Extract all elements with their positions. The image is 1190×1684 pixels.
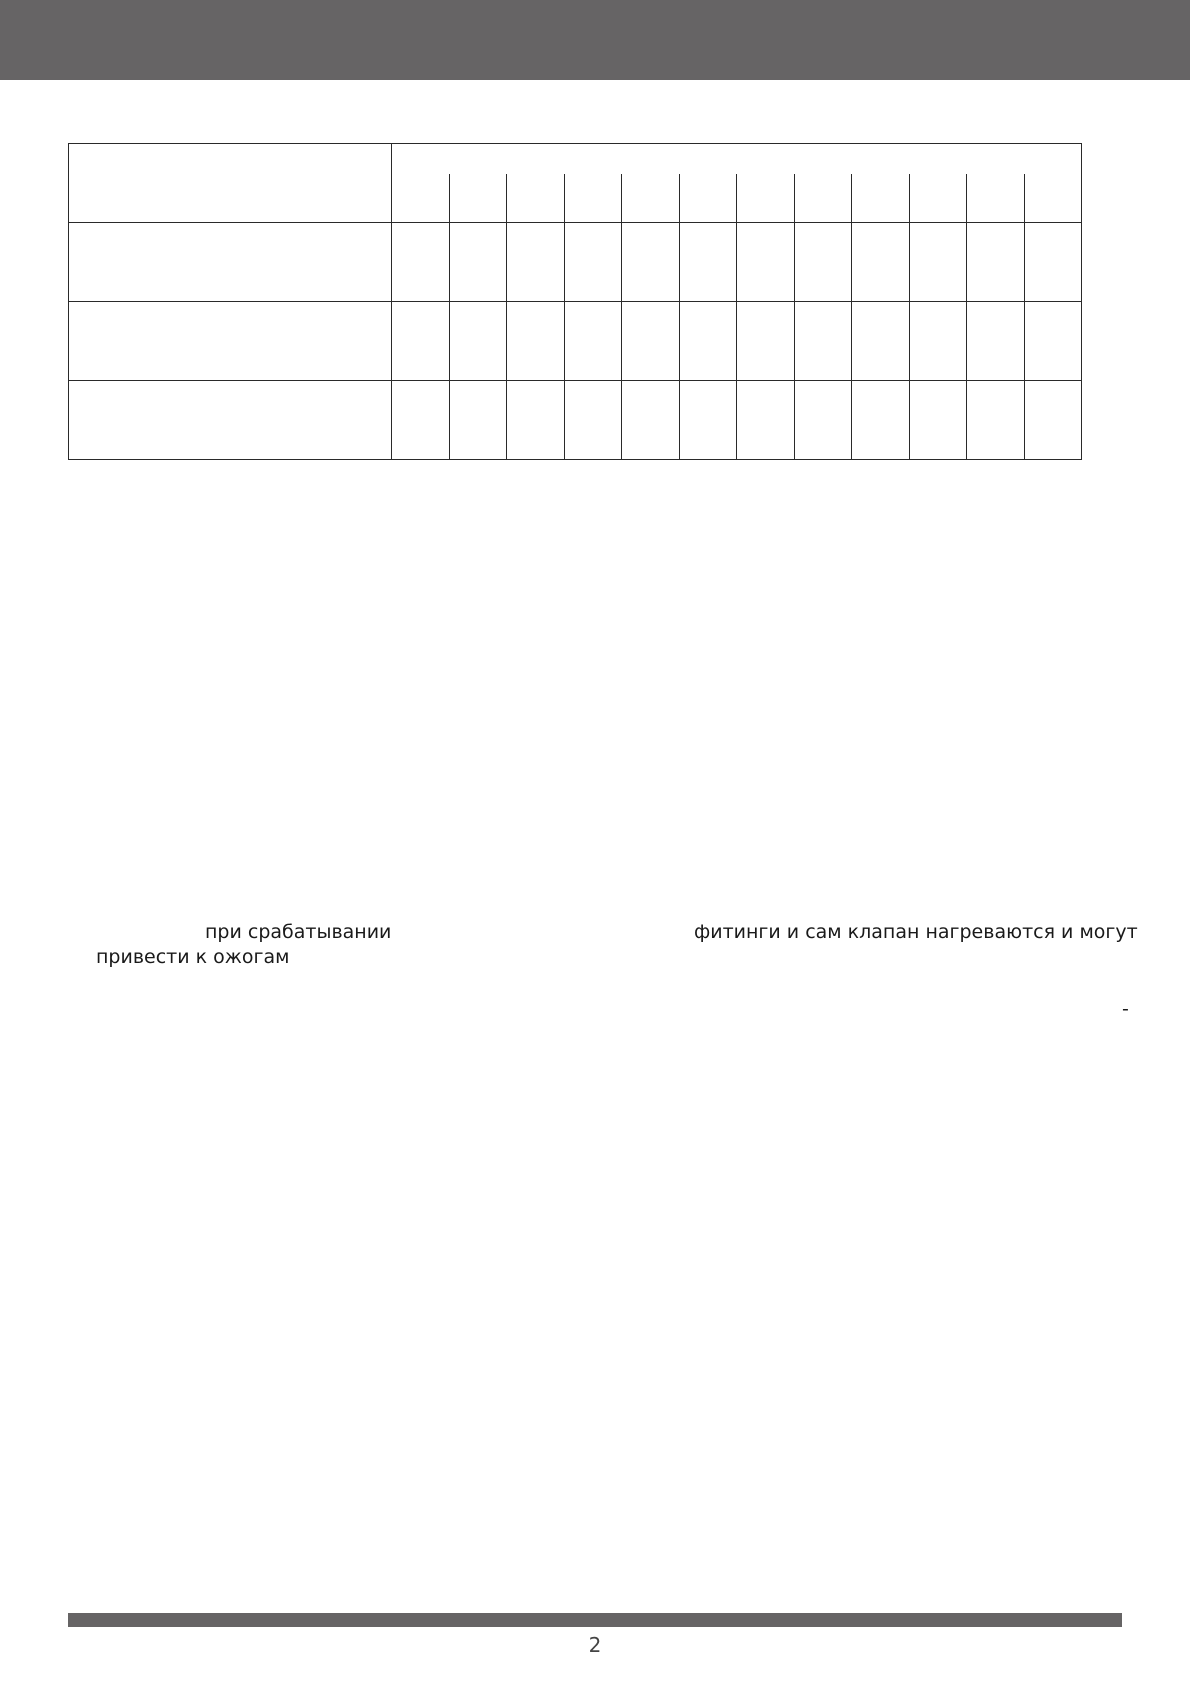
table-row: [69, 302, 1082, 381]
table-cell: [392, 302, 450, 381]
row-label-cell: [69, 302, 392, 381]
table-cell: [909, 302, 967, 381]
header-group-cell: [392, 144, 1082, 223]
subcolumn: [737, 174, 795, 222]
table-cell: [507, 381, 565, 460]
table-cell: [392, 381, 450, 460]
row-label-cell: [69, 223, 392, 302]
warning-text-part-3: привести к ожогам: [96, 946, 290, 968]
table-cell: [852, 223, 910, 302]
table-cell: [564, 381, 622, 460]
table-cell: [679, 223, 737, 302]
subcolumn: [795, 174, 853, 222]
table-cell: [737, 302, 795, 381]
table-cell: [679, 302, 737, 381]
table-cell: [967, 223, 1025, 302]
spec-table: [68, 143, 1082, 460]
hyphen-mark: -: [1122, 998, 1129, 1020]
table-cell: [622, 223, 680, 302]
table-cell: [737, 223, 795, 302]
table-cell: [967, 381, 1025, 460]
row-label-cell: [69, 381, 392, 460]
header-label-cell: [69, 144, 392, 223]
subcolumn: [392, 174, 450, 222]
warning-text-part-2: фитинги и сам клапан нагреваются и могут: [694, 921, 1138, 943]
table-cell: [564, 223, 622, 302]
table-cell: [449, 381, 507, 460]
table-cell: [1024, 223, 1082, 302]
subcolumn: [1025, 174, 1082, 222]
table-cell: [852, 302, 910, 381]
table-cell: [909, 381, 967, 460]
subcolumn: [622, 174, 680, 222]
table-cell: [1024, 381, 1082, 460]
table-cell: [392, 223, 450, 302]
subcolumn: [680, 174, 738, 222]
table-cell: [852, 381, 910, 460]
footer-band: [68, 1613, 1122, 1627]
table-cell: [449, 302, 507, 381]
table-cell: [794, 223, 852, 302]
table-cell: [1024, 302, 1082, 381]
header-band: [0, 0, 1190, 80]
table-cell: [794, 302, 852, 381]
table-row: [69, 223, 1082, 302]
subcolumn: [852, 174, 910, 222]
subcolumn: [450, 174, 508, 222]
warning-text-part-1: при срабатывании: [205, 921, 392, 943]
table-cell: [564, 302, 622, 381]
table-header-row: [69, 144, 1082, 223]
subcolumn: [967, 174, 1025, 222]
table-cell: [909, 223, 967, 302]
page-number: 2: [588, 1633, 602, 1657]
table-cell: [737, 381, 795, 460]
subcolumn: [910, 174, 968, 222]
table-cell: [507, 302, 565, 381]
table-cell: [967, 302, 1025, 381]
table-cell: [622, 302, 680, 381]
table-row: [69, 381, 1082, 460]
table-cell: [794, 381, 852, 460]
subcolumn: [565, 174, 623, 222]
subcolumn: [507, 174, 565, 222]
header-subcolumns: [392, 174, 1081, 222]
table-cell: [449, 223, 507, 302]
table-cell: [679, 381, 737, 460]
table-cell: [507, 223, 565, 302]
table-cell: [622, 381, 680, 460]
